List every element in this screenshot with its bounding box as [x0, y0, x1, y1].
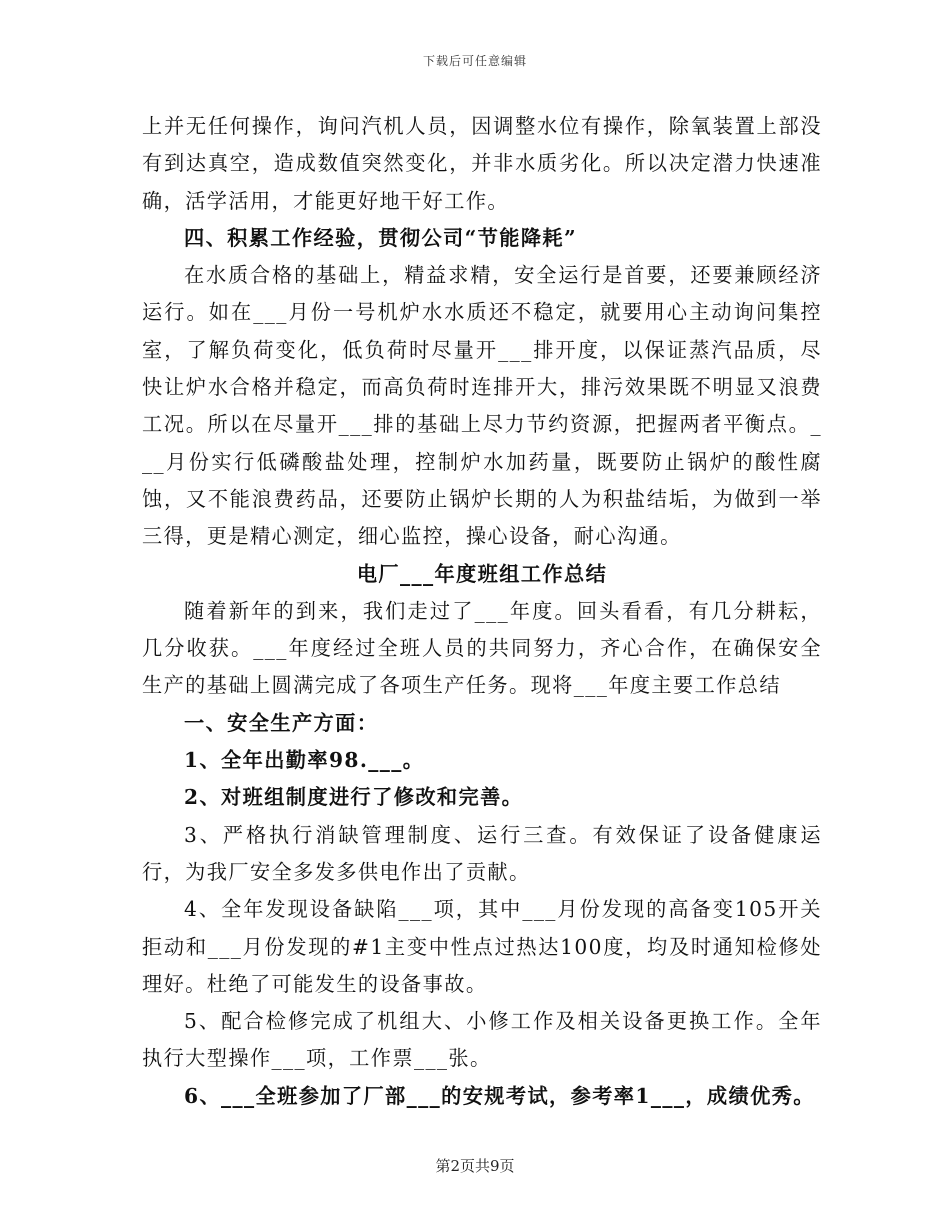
page-number: 第2页共9页	[435, 1157, 515, 1175]
document-body	[142, 108, 822, 1115]
header-note: 下载后可任意编辑	[422, 54, 527, 68]
section-heading-1: 一、安全生产方面：	[184, 710, 379, 735]
paragraph-1: 上并无任何操作，询问汽机人员，因调整水位有操作，除氧装置上部没有到达真空，造成数值突然变化，并非水质劣化。所以决定潜力快速准确，活学活用，才能更好地干好工作。	[142, 114, 822, 213]
list-item-2: 2、对班组制度进行了修改和完善。	[184, 785, 524, 810]
list-item-5: 5、配合检修完成了机组大、小修工作及相关设备更换工作。全年执行大型操作___项，工作票___张。	[142, 1009, 822, 1071]
list-item-6: 6、___全班参加了厂部___的安规考试，参考率1___，成绩优秀。	[184, 1083, 815, 1108]
document-title: 电厂___年度班组工作总结	[356, 561, 608, 586]
list-item-1: 1、全年出勤率98.___。	[184, 748, 425, 773]
list-item-4: 4、全年发现设备缺陷___项，其中___月份发现的高备变105开关拒动和___月份发现的#1主变中性点过热达100度，均及时通知检修处理好。杜绝了可能发生的设备事故。	[142, 897, 822, 996]
paragraph-2: 在水质合格的基础上，精益求精，安全运行是首要，还要兼顾经济运行。如在___月份一号机炉水水质还不稳定，就要用心主动询问集控室，了解负荷变化，低负荷时尽量开___排开度，以保证蒸汽品质，尽快让炉水合格并稳定，而高负荷时连排开大，排污效果既不明显又浪费工况。所以在尽量开___排的基础上尽力节约资源，把握两者平衡点。___月份实行低磷酸盐处理，控制炉水加药量，既要防止锅炉的酸性腐蚀，又不能浪费药品，还要防止锅炉长期的人为积盐结垢，为做到一举三得，更是精心测定，细心监控，操心设备，耐心沟通。	[142, 263, 822, 549]
paragraph-3: 随着新年的到来，我们走过了___年度。回头看看，有几分耕耘，几分收获。___年度经过全班人员的共同努力，齐心合作，在确保安全生产的基础上圆满完成了各项生产任务。现将___年度主要工作总结	[142, 598, 822, 698]
section-heading-4: 四、积累工作经验，贯彻公司“节能降耗”	[184, 225, 578, 250]
list-item-3: 3、严格执行消缺管理制度、运行三查。有效保证了设备健康运行，为我厂安全多发多供电作出了贡献。	[142, 822, 822, 884]
